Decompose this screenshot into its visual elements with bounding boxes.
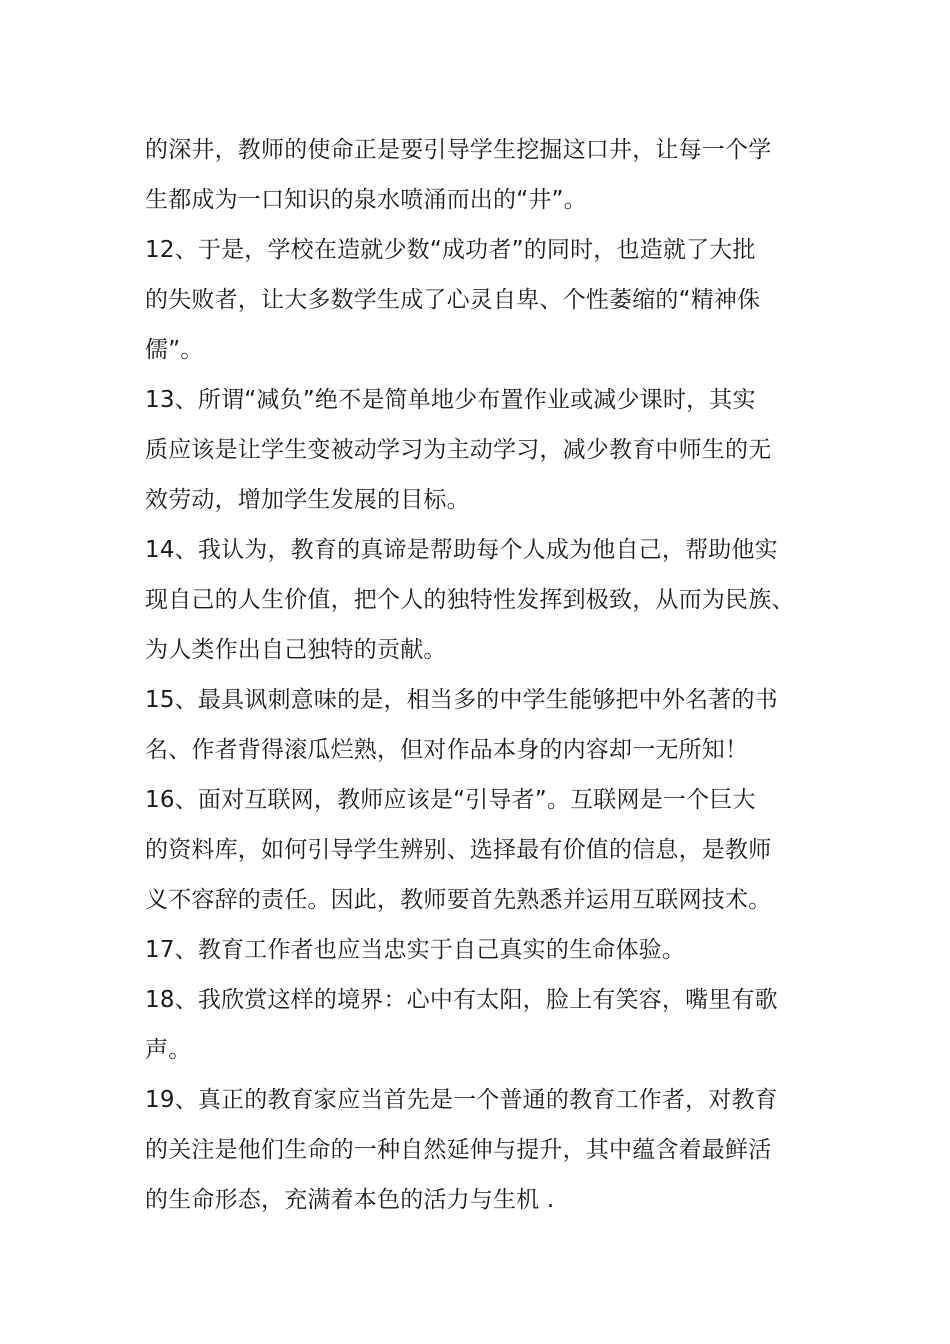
text-line: 义不容辞的责任。因此，教师要首先熟悉并运用互联网技术。 <box>145 887 772 913</box>
text-line: 17、教育工作者也应当忠实于自己真实的生命体验。 <box>145 937 686 963</box>
text-line: 15、最具讽刺意味的是，相当多的中学生能够把中外名著的书 <box>145 687 778 713</box>
text-line: 为人类作出自己独特的贡献。 <box>145 637 447 663</box>
text-line: 的失败者，让大多数学生成了心灵自卑、个性萎缩的“精神侏 <box>145 287 761 313</box>
text-line: 效劳动，增加学生发展的目标。 <box>145 487 470 513</box>
text-line: 18、我欣赏这样的境界：心中有太阳，脸上有笑容，嘴里有歌 <box>145 987 778 1013</box>
text-line: 生都成为一口知识的泉水喷涌而出的“井”。 <box>145 187 587 213</box>
text-line: 13、所谓“减负”绝不是简单地少布置作业或减少课时，其实 <box>145 387 756 413</box>
text-line: 名、作者背得滚瓜烂熟，但对作品本身的内容却一无所知！ <box>145 737 749 763</box>
text-line: 声。 <box>145 1037 192 1063</box>
text-line: 儒”。 <box>145 337 204 363</box>
text-line: 的生命形态，充满着本色的活力与生机 . <box>145 1187 555 1213</box>
document-body <box>145 125 810 1225</box>
text-line: 16、面对互联网，教师应该是“引导者”。互联网是一个巨大 <box>145 787 756 813</box>
text-line: 19、真正的教育家应当首先是一个普通的教育工作者，对教育 <box>145 1087 778 1113</box>
text-line: 的关注是他们生命的一种自然延伸与提升，其中蕴含着最鲜活 <box>145 1137 772 1163</box>
text-line: 12、于是，学校在造就少数“成功者”的同时，也造就了大批 <box>145 237 756 263</box>
text-line: 质应该是让学生变被动学习为主动学习，减少教育中师生的无 <box>145 437 772 463</box>
text-line: 的资料库，如何引导学生辨别、选择最有价值的信息，是教师 <box>145 837 772 863</box>
text-line: 的深井，教师的使命正是要引导学生挖掘这口井，让每一个学 <box>145 137 772 163</box>
text-line: 现自己的人生价值，把个人的独特性发挥到极致，从而为民族、 <box>145 587 795 613</box>
text-line: 14、我认为，教育的真谛是帮助每个人成为他自己，帮助他实 <box>145 537 778 563</box>
